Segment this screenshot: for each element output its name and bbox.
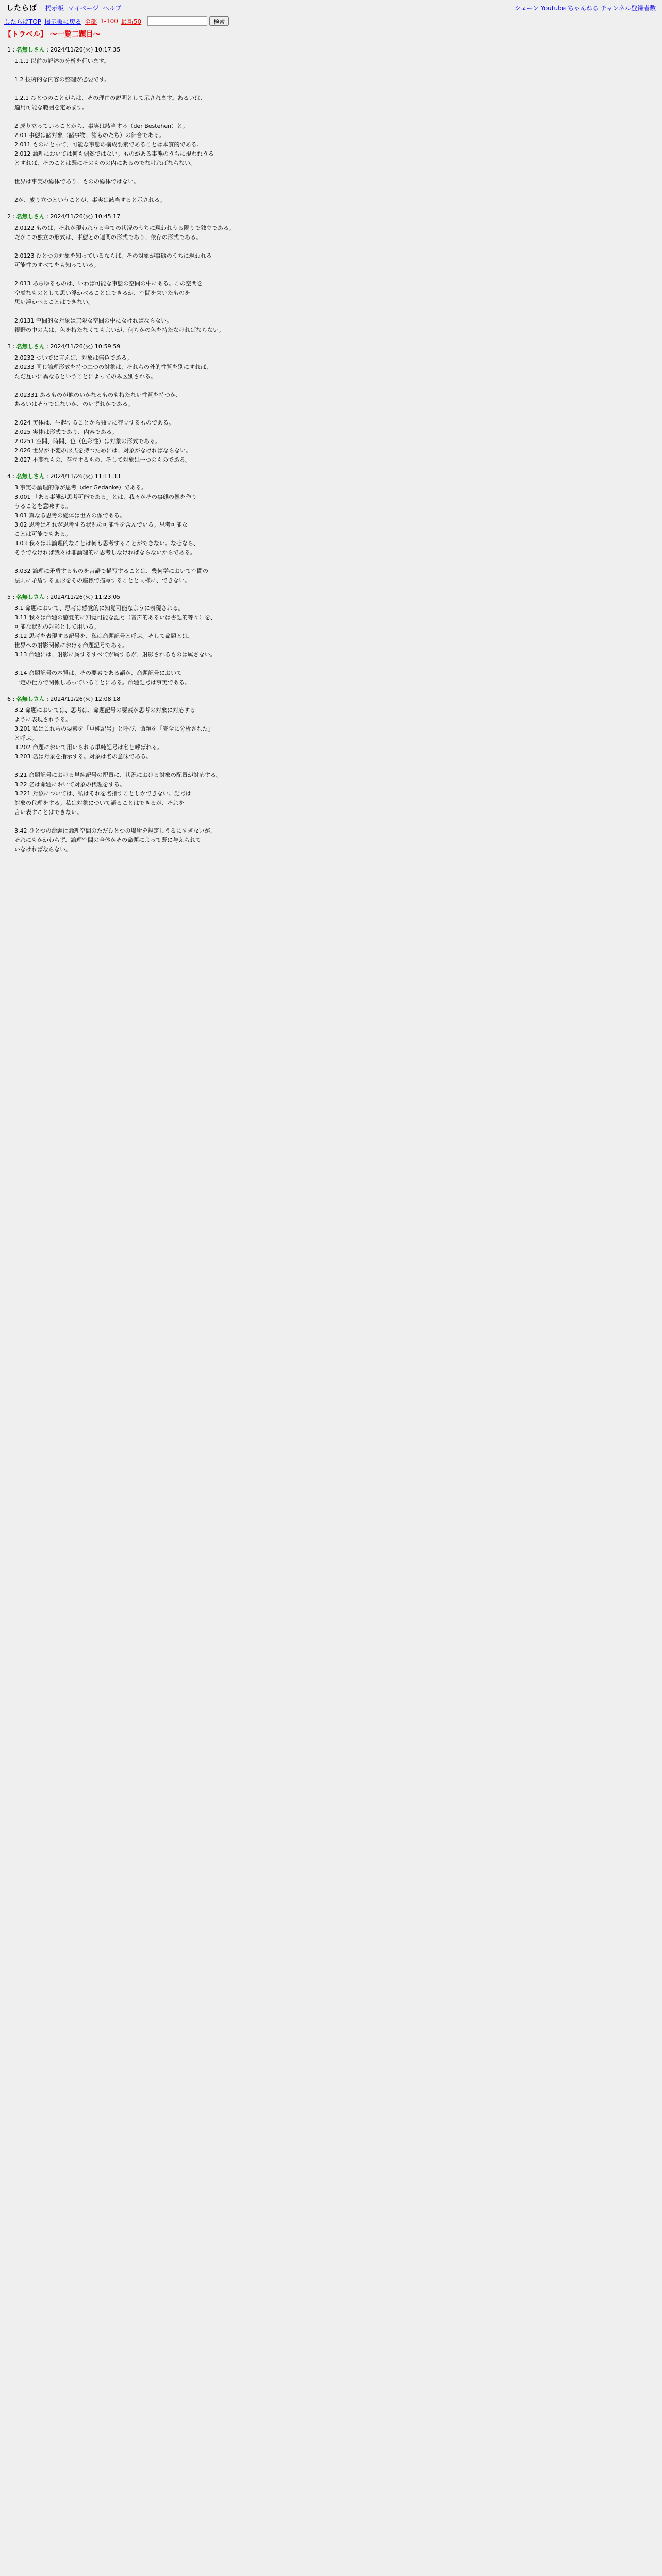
post-header	[7, 342, 657, 351]
post-date: 2024/11/26(火) 10:17:35	[50, 46, 121, 53]
post-body: 1.1.1 以前の記述の分析を行います。 1.2 技術的な内容の整理が必要です。 1.2.1 ひとつのことがらは、その理由の説明として示されます。あるいは、 適用可能な範囲を定めます。 2 成り立っていることから、事実は該当する（der Bestehen）と。 2.01 事態は諸対象（諸事物、諸ものたち）の結合である。 2.011 ものにとって、可能な事態の構成要素であることは本質的である。 2.012 論理においては何も偶然ではない。ものがある事態のうちに現われうる とすれば、そのことは既にそのものの内にあるのでなければならない。 世界は事実の総体であり、ものの総体ではない。 2が、成り立つということが、事実は該当すると示される。	[14, 58, 214, 204]
post-item	[7, 45, 657, 205]
nav-top-link[interactable]: したらばTOP	[4, 18, 42, 25]
post-sep: :	[44, 46, 51, 53]
post-sep: :	[44, 343, 51, 350]
top-link-mypage[interactable]: マイページ	[68, 4, 99, 12]
post-header	[7, 592, 657, 602]
post-author: 名無しさん	[16, 46, 45, 53]
post-sep: :	[11, 473, 16, 480]
post-number[interactable]: 5	[7, 594, 11, 600]
post-number[interactable]: 2	[7, 213, 11, 220]
post-sep: :	[44, 213, 51, 220]
post-item	[7, 694, 657, 854]
post-body: 2.0232 ついでに言えば、対象は無色である。 2.0233 同じ論理形式を持つ二つの対象は、それらの外的性質を別にすれば、 ただ互いに異なるということによってのみ区別される。 2.02331 あるものが他のいかなるものも持たない性質を持つか、 あるいはそうではないか、のいずれかである。 2.024 実体は、生起することから独立に存立するものである。 2.025 実体は形式であり、内容である。 2.0251 空間、時間、色（色彩性）は対象の形式である。 2.026 世界が不変の形式を持つためには、対象がなければならない。 2.027 不変なもの、存立するもの、そして対象は一つのものである。	[14, 354, 212, 463]
top-link-board[interactable]: 掲示板	[45, 4, 64, 12]
post-author: 名無しさん	[16, 696, 45, 702]
post-author: 名無しさん	[16, 213, 45, 220]
post-sep: :	[11, 696, 16, 702]
post-sep: :	[11, 46, 16, 53]
post-item	[7, 472, 657, 585]
post-date: 2024/11/26(火) 12:08:18	[50, 696, 121, 702]
post-item	[7, 592, 657, 687]
post-body: 2.0122 ものは、それが現われうる全ての状況のうちに現われうる限りで独立である。 だがこの独立の形式は、事態との連関の形式であり、依存の形式である。 2.0123 ひとつの対象を知っているならば、その対象が事態のうちに現われる 可能性のすべてをも知っている。 2.013 あらゆるものは、いわば可能な事態の空間の中にある。この空間を 空虚なものとして思い浮かべることはできるが、空間を欠いたものを 思い浮かべることはできない。 2.0131 空間的な対象は無限な空間の中になければならない。 視野の中の点は、色を持たなくてもよいが、何らかの色を持たなければならない。	[14, 225, 235, 333]
post-number[interactable]: 1	[7, 46, 11, 53]
post-date: 2024/11/26(火) 10:59:59	[50, 343, 121, 350]
nav-latest-link[interactable]: 最新50	[121, 18, 142, 25]
top-bar	[0, 0, 662, 15]
post-author: 名無しさん	[16, 343, 45, 350]
post-item	[7, 342, 657, 465]
post-body: 3.1 命題において、思考は感覚的に知覚可能なように表現される。 3.11 我々は命題の感覚的に知覚可能な記号（音声的あるいは書記的等々）を、 可能な状況の射影として用いる。 3.12 思考を表現する記号を、私は命題記号と呼ぶ。そして命題とは、 世界への射影関係における命題記号である。 3.13 命題には、射影に属するすべてが属するが、射影されるものは属さない。 3.14 命題記号の本質は、その要素である語が、命題記号において 一定の仕方で関係しあっていることにある。命題記号は事実である。	[14, 605, 216, 686]
post-header	[7, 45, 657, 55]
post-sep: :	[44, 696, 51, 702]
post-item	[7, 212, 657, 335]
post-body: 3.2 命題においては、思考は、命題記号の要素が思考の対象に対応する ように表現されうる。 3.201 私はこれらの要素を「単純記号」と呼び、命題を「完全に分析された」 と呼ぶ。 3.202 命題において用いられる単純記号は名と呼ばれる。 3.203 名は対象を指示する。対象は名の意味である。 3.21 命題記号における単純記号の配置に、状況における対象の配置が対応する。 3.22 名は命題において対象の代理をする。 3.221 対象については、私はそれを名指すことしかできない。記号は 対象の代理をする。私は対象について語ることはできるが、それを 言い表すことはできない。 3.42 ひとつの命題は論理空間のただひとつの場所を規定しうるにすぎないが、 それにもかかわらず、論理空間の全体がその命題によって既に与えられて いなければならない。	[14, 707, 222, 853]
post-sep: :	[11, 594, 16, 600]
post-author: 名無しさん	[16, 473, 45, 480]
post-author: 名無しさん	[16, 594, 45, 600]
top-right-promo[interactable]: シェーン Youtube ちゃんねる チャンネル登録者数	[514, 4, 656, 12]
top-link-help[interactable]: ヘルプ	[103, 4, 122, 12]
post-sep: :	[11, 343, 16, 350]
post-header	[7, 472, 657, 481]
post-number[interactable]: 6	[7, 696, 11, 702]
post-date: 2024/11/26(火) 11:11:33	[50, 473, 121, 480]
search-input[interactable]	[147, 16, 207, 26]
nav-range-link[interactable]: 1-100	[100, 18, 118, 25]
post-number[interactable]: 3	[7, 343, 11, 350]
post-body: 3 事実の論理的像が思考（der Gedanke）である。 3.001 「ある事態が思考可能である」とは、我々がその事態の像を作り うることを意味する。 3.01 真なる思考の総体は世界の像である。 3.02 思考はそれが思考する状況の可能性を含んでいる。思考可能な ことは可能でもある。 3.03 我々は非論理的なことは何も思考することができない。なぜなら、 そうでなければ我々は非論理的に思考しなければならないからである。 3.032 論理に矛盾するものを言語で描写することは、幾何学において空間の 法則に矛盾する図形をその座標で描写することと同様に、できない。	[14, 484, 208, 584]
site-logo[interactable]: したらば	[6, 4, 37, 12]
search-button[interactable]: 検索	[209, 16, 229, 26]
post-sep: :	[44, 594, 51, 600]
nav-all-link[interactable]: 全部	[85, 18, 97, 25]
post-date: 2024/11/26(火) 11:23:05	[50, 594, 121, 600]
thread-title: 【トラベル】 ～一覧二題目～	[4, 30, 101, 39]
thread-nav	[0, 15, 662, 27]
post-date: 2024/11/26(火) 10:45:17	[50, 213, 121, 220]
post-number[interactable]: 4	[7, 473, 11, 480]
post-header	[7, 212, 657, 222]
post-list	[0, 45, 662, 854]
post-sep: :	[44, 473, 51, 480]
post-header	[7, 694, 657, 704]
nav-back-link[interactable]: 掲示板に戻る	[44, 18, 82, 25]
post-sep: :	[11, 213, 16, 220]
